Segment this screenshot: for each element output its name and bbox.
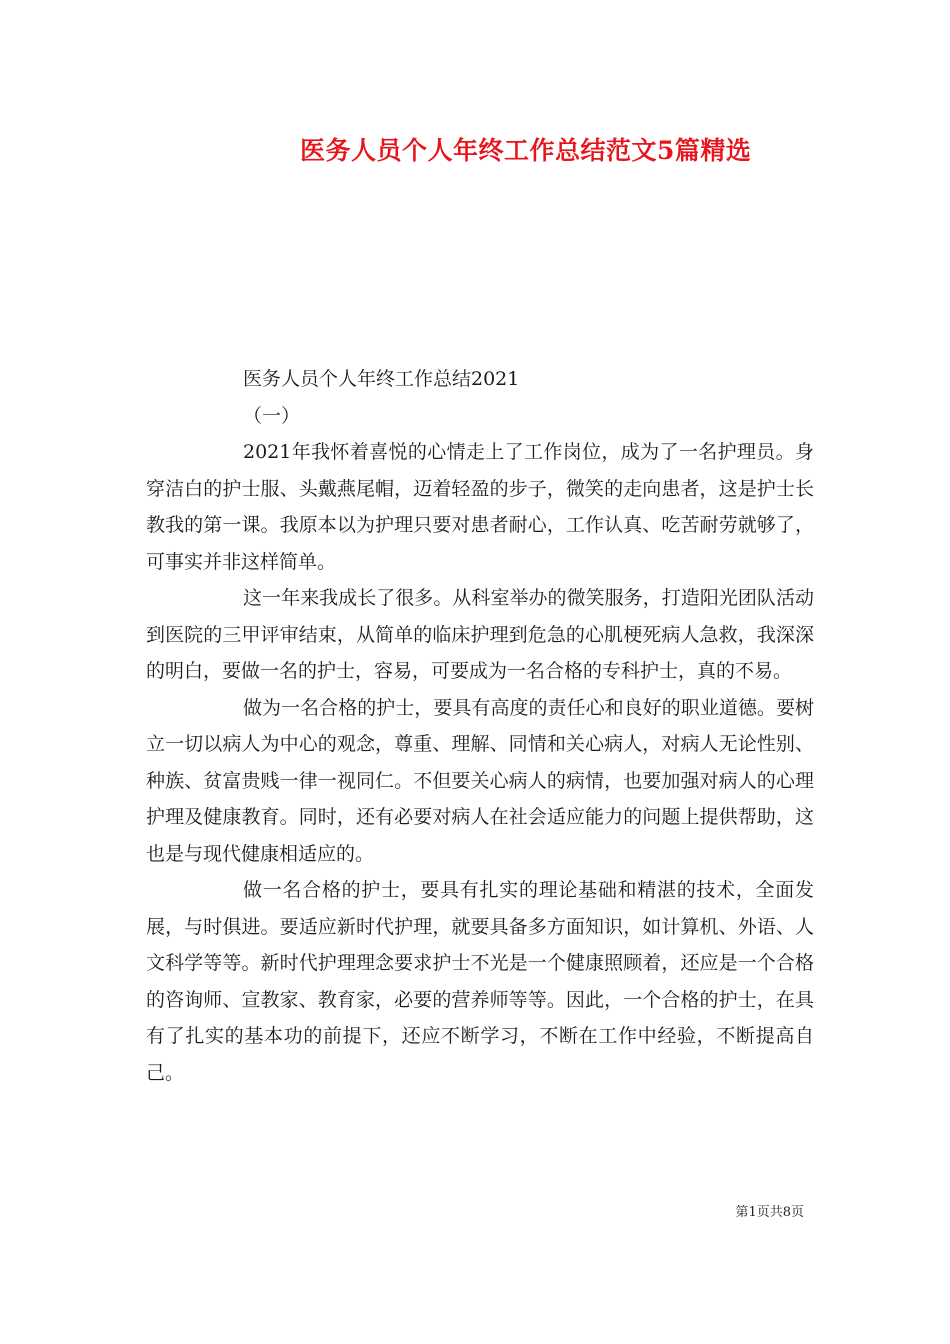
paragraph-3: 做为一名合格的护士，要具有高度的责任心和良好的职业道德。要树立一切以病人为中心的观念，尊重、理解、同情和关心病人，对病人无论性别、种族、贫富贵贱一律一视同仁。不但要关心病人的病情，也要加强对病人的心理护理及健康教育。同时，还有必要对病人在社会适应能力的问题上提供帮助，这也是与现代健康相适应的。: [146, 696, 814, 865]
section-number: （一）: [243, 404, 301, 427]
paragraph-4: 做一名合格的护士，要具有扎实的理论基础和精湛的技术，全面发展，与时俱进。要适应新时代护理，就要具备多方面知识，如计算机、外语、人文科学等等。新时代护理理念要求护士不光是一个健康照顾着，还应是一个合格的咨询师、宣教家、教育家，必要的营养师等等。因此，一个合格的护士，在具有了扎实的基本功的前提下，还应不断学习，不断在工作中经验，不断提高自己。: [146, 879, 814, 1084]
document-title: 医务人员个人年终工作总结范文5篇精选: [300, 136, 752, 165]
document-body: [146, 361, 814, 1091]
paragraph-2: 这一年来我成长了很多。从科室举办的微笑服务，打造阳光团队活动到医院的三甲评审结束，从简单的临床护理到危急的心肌梗死病人急救，我深深的明白，要做一名的护士，容易，可要成为一名合格的专科护士，真的不易。: [146, 587, 814, 682]
page-footer: 第1页共8页: [735, 1205, 804, 1220]
paragraph-1: 2021年我怀着喜悦的心情走上了工作岗位，成为了一名护理员。身穿洁白的护士服、头戴燕尾帽，迈着轻盈的步子，微笑的走向患者，这是护士长教我的第一课。我原本以为护理只要对患者耐心，工作认真、吃苦耐劳就够了，可事实并非这样简单。: [146, 441, 814, 573]
section-heading: 医务人员个人年终工作总结2021: [243, 368, 520, 390]
